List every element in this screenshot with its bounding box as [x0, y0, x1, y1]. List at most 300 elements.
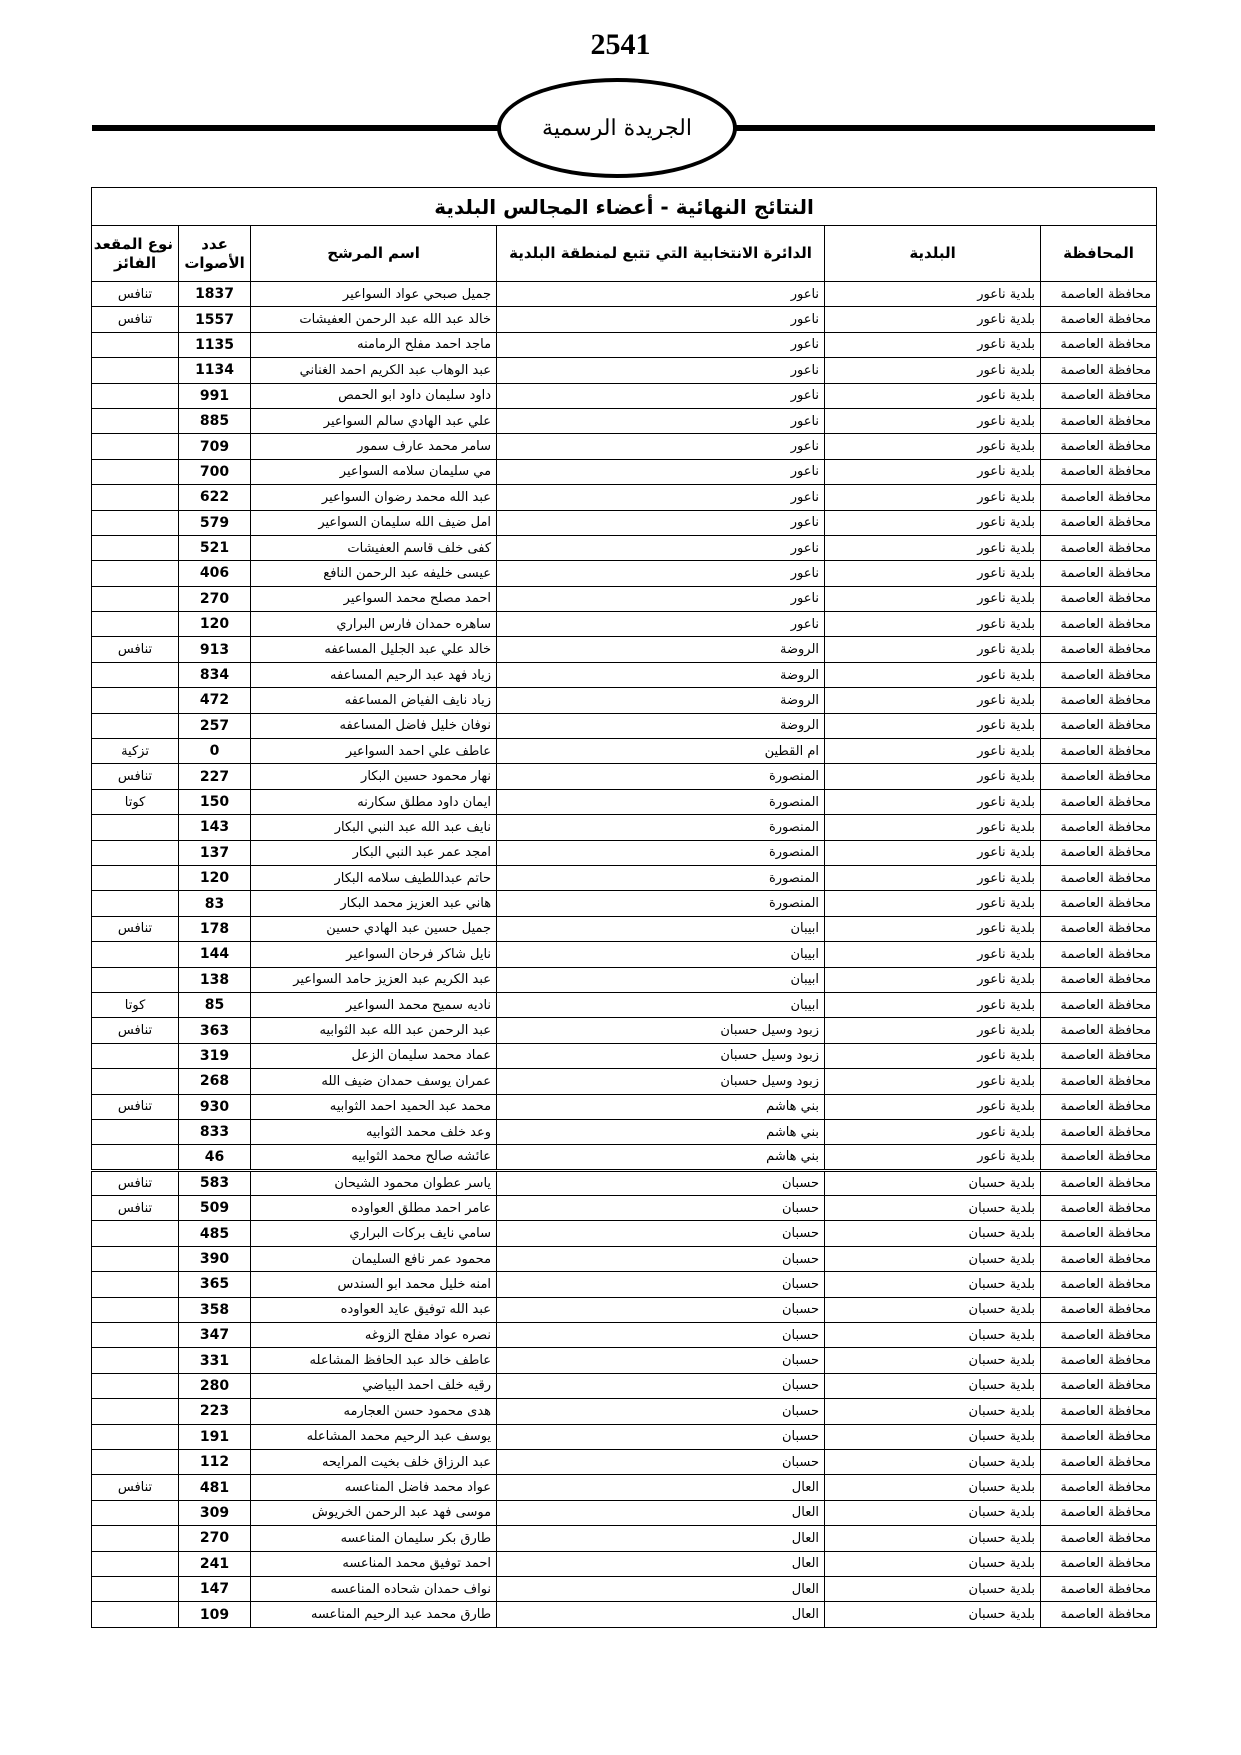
municipality-cell: بلدية حسبان [825, 1323, 1041, 1348]
district-cell: العال [497, 1551, 825, 1576]
votes-cell: 358 [179, 1297, 251, 1322]
governorate-cell: محافظة العاصمة [1041, 1272, 1157, 1297]
seat-type-cell [92, 662, 179, 687]
seat-type-cell [92, 510, 179, 535]
seat-type-cell [92, 1119, 179, 1144]
votes-cell: 579 [179, 510, 251, 535]
table-row [92, 1500, 1157, 1525]
governorate-cell: محافظة العاصمة [1041, 561, 1157, 586]
governorate-cell: محافظة العاصمة [1041, 764, 1157, 789]
district-cell: ابيبان [497, 942, 825, 967]
candidate-cell: ايمان داود مطلق سكارنه [251, 789, 497, 814]
table-row [92, 510, 1157, 535]
table-row [92, 358, 1157, 383]
district-cell: الروضة [497, 637, 825, 662]
municipality-cell: بلدية ناعور [825, 1069, 1041, 1094]
candidate-cell: نايل شاكر فرحان السواعير [251, 942, 497, 967]
district-cell: ام القطين [497, 739, 825, 764]
district-cell: حسبان [497, 1449, 825, 1474]
seat-type-cell: تزكية [92, 739, 179, 764]
table-row [92, 434, 1157, 459]
table-row [92, 967, 1157, 992]
candidate-cell: احمد توفيق محمد المناعسه [251, 1551, 497, 1576]
municipality-cell: بلدية حسبان [825, 1551, 1041, 1576]
table-row [92, 1602, 1157, 1627]
candidate-cell: محمد عبد الحميد احمد الثوابيه [251, 1094, 497, 1119]
seat-type-cell [92, 408, 179, 433]
votes-cell: 885 [179, 408, 251, 433]
table-row [92, 992, 1157, 1017]
candidate-cell: وعد خلف محمد الثوابيه [251, 1119, 497, 1144]
table-header-row [92, 226, 1157, 282]
governorate-cell: محافظة العاصمة [1041, 1424, 1157, 1449]
governorate-cell: محافظة العاصمة [1041, 1323, 1157, 1348]
district-cell: ناعور [497, 383, 825, 408]
candidate-cell: عاطف خالد عبد الحافظ المشاعله [251, 1348, 497, 1373]
municipality-cell: بلدية ناعور [825, 485, 1041, 510]
governorate-cell: محافظة العاصمة [1041, 358, 1157, 383]
candidate-cell: عبد الرزاق خلف بخيت المرايحه [251, 1449, 497, 1474]
table-row [92, 1170, 1157, 1195]
seat-type-cell [92, 1602, 179, 1627]
table-row [92, 332, 1157, 357]
votes-cell: 521 [179, 535, 251, 560]
district-cell: ناعور [497, 535, 825, 560]
candidate-cell: زياد فهد عبد الرحيم المساعفه [251, 662, 497, 687]
governorate-cell: محافظة العاصمة [1041, 1526, 1157, 1551]
seat-type-cell [92, 358, 179, 383]
governorate-cell: محافظة العاصمة [1041, 1449, 1157, 1474]
governorate-cell: محافظة العاصمة [1041, 1399, 1157, 1424]
district-cell: حسبان [497, 1170, 825, 1195]
candidate-cell: رقيه خلف احمد البياضي [251, 1373, 497, 1398]
table-row [92, 1424, 1157, 1449]
municipality-cell: بلدية ناعور [825, 535, 1041, 560]
candidate-cell: عماد محمد سليمان الزعل [251, 1043, 497, 1068]
candidate-cell: عواد محمد فاضل المناعسه [251, 1475, 497, 1500]
governorate-cell: محافظة العاصمة [1041, 383, 1157, 408]
municipality-cell: بلدية ناعور [825, 1018, 1041, 1043]
seat-type-cell: تنافس [92, 1475, 179, 1500]
governorate-cell: محافظة العاصمة [1041, 967, 1157, 992]
municipality-cell: بلدية ناعور [825, 916, 1041, 941]
votes-cell: 0 [179, 739, 251, 764]
district-cell: الروضة [497, 713, 825, 738]
seat-type-cell [92, 840, 179, 865]
votes-cell: 700 [179, 459, 251, 484]
candidate-cell: محمود عمر نافع السليمان [251, 1246, 497, 1271]
candidate-cell: نواف حمدان شحاده المناعسه [251, 1576, 497, 1601]
seat-type-cell [92, 815, 179, 840]
governorate-cell: محافظة العاصمة [1041, 1221, 1157, 1246]
votes-cell: 227 [179, 764, 251, 789]
district-cell: بني هاشم [497, 1119, 825, 1144]
governorate-cell: محافظة العاصمة [1041, 1373, 1157, 1398]
governorate-cell: محافظة العاصمة [1041, 1043, 1157, 1068]
district-cell: ناعور [497, 510, 825, 535]
candidate-cell: هدى محمود حسن العجارمه [251, 1399, 497, 1424]
candidate-cell: ياسر عطوان محمود الشيحان [251, 1170, 497, 1195]
header-votes-line1: عدد [201, 234, 228, 253]
district-cell: ناعور [497, 459, 825, 484]
seat-type-cell: كوتا [92, 992, 179, 1017]
municipality-cell: بلدية ناعور [825, 865, 1041, 890]
municipality-cell: بلدية حسبان [825, 1500, 1041, 1525]
header-municipality: البلدية [825, 226, 1041, 282]
governorate-cell: محافظة العاصمة [1041, 434, 1157, 459]
seat-type-cell [92, 1449, 179, 1474]
table-row [92, 713, 1157, 738]
municipality-cell: بلدية ناعور [825, 662, 1041, 687]
governorate-cell: محافظة العاصمة [1041, 1246, 1157, 1271]
district-cell: حسبان [497, 1221, 825, 1246]
votes-cell: 137 [179, 840, 251, 865]
votes-cell: 85 [179, 992, 251, 1017]
votes-cell: 144 [179, 942, 251, 967]
district-cell: حسبان [497, 1348, 825, 1373]
candidate-cell: ناديه سميح محمد السواعير [251, 992, 497, 1017]
header-seat-line2: الفائز [113, 253, 157, 272]
governorate-cell: محافظة العاصمة [1041, 612, 1157, 637]
governorate-cell: محافظة العاصمة [1041, 332, 1157, 357]
municipality-cell: بلدية ناعور [825, 992, 1041, 1017]
seat-type-cell [92, 485, 179, 510]
municipality-cell: بلدية ناعور [825, 1043, 1041, 1068]
municipality-cell: بلدية ناعور [825, 612, 1041, 637]
table-row [92, 1551, 1157, 1576]
table-row [92, 1399, 1157, 1424]
table-row [92, 1475, 1157, 1500]
seat-type-cell [92, 1297, 179, 1322]
seat-type-cell [92, 459, 179, 484]
seat-type-cell [92, 1221, 179, 1246]
district-cell: حسبان [497, 1399, 825, 1424]
votes-cell: 930 [179, 1094, 251, 1119]
governorate-cell: محافظة العاصمة [1041, 510, 1157, 535]
seat-type-cell [92, 1043, 179, 1068]
votes-cell: 270 [179, 586, 251, 611]
district-cell: المنصورة [497, 789, 825, 814]
governorate-cell: محافظة العاصمة [1041, 282, 1157, 307]
district-cell: ناعور [497, 408, 825, 433]
table-row [92, 789, 1157, 814]
candidate-cell: امجد عمر عبد النبي البكار [251, 840, 497, 865]
municipality-cell: بلدية حسبان [825, 1196, 1041, 1221]
municipality-cell: بلدية ناعور [825, 586, 1041, 611]
table-row [92, 535, 1157, 560]
governorate-cell: محافظة العاصمة [1041, 586, 1157, 611]
governorate-cell: محافظة العاصمة [1041, 1018, 1157, 1043]
governorate-cell: محافظة العاصمة [1041, 1119, 1157, 1144]
seat-type-cell [92, 434, 179, 459]
candidate-cell: امنه خليل محمد ابو السندس [251, 1272, 497, 1297]
candidate-cell: خالد عبد الله عبد الرحمن العفيشات [251, 307, 497, 332]
table-row [92, 739, 1157, 764]
votes-cell: 1837 [179, 282, 251, 307]
district-cell: الروضة [497, 688, 825, 713]
municipality-cell: بلدية ناعور [825, 688, 1041, 713]
candidate-cell: مي سليمان سلامه السواعير [251, 459, 497, 484]
governorate-cell: محافظة العاصمة [1041, 485, 1157, 510]
municipality-cell: بلدية ناعور [825, 739, 1041, 764]
governorate-cell: محافظة العاصمة [1041, 916, 1157, 941]
votes-cell: 347 [179, 1323, 251, 1348]
seat-type-cell [92, 1526, 179, 1551]
district-cell: ناعور [497, 612, 825, 637]
table-row [92, 1196, 1157, 1221]
seat-type-cell [92, 865, 179, 890]
votes-cell: 83 [179, 891, 251, 916]
municipality-cell: بلدية حسبان [825, 1221, 1041, 1246]
municipality-cell: بلدية حسبان [825, 1424, 1041, 1449]
governorate-cell: محافظة العاصمة [1041, 307, 1157, 332]
candidate-cell: طارق محمد عبد الرحيم المناعسه [251, 1602, 497, 1627]
municipality-cell: بلدية ناعور [825, 967, 1041, 992]
candidate-cell: نهار محمود حسين البكار [251, 764, 497, 789]
seat-type-cell: كوتا [92, 789, 179, 814]
district-cell: حسبان [497, 1272, 825, 1297]
votes-cell: 109 [179, 1602, 251, 1627]
seat-type-cell [92, 1145, 179, 1170]
candidate-cell: نوفان خليل فاضل المساعفه [251, 713, 497, 738]
votes-cell: 509 [179, 1196, 251, 1221]
municipality-cell: بلدية ناعور [825, 510, 1041, 535]
governorate-cell: محافظة العاصمة [1041, 688, 1157, 713]
seat-type-cell [92, 891, 179, 916]
governorate-cell: محافظة العاصمة [1041, 815, 1157, 840]
seat-type-cell: تنافس [92, 637, 179, 662]
candidate-cell: جميل حسين عبد الهادي حسين [251, 916, 497, 941]
table-row [92, 282, 1157, 307]
district-cell: ابيبان [497, 967, 825, 992]
district-cell: زبود وسيل حسبان [497, 1069, 825, 1094]
table-row [92, 1297, 1157, 1322]
governorate-cell: محافظة العاصمة [1041, 739, 1157, 764]
votes-cell: 241 [179, 1551, 251, 1576]
seat-type-cell [92, 1348, 179, 1373]
seat-type-cell [92, 1373, 179, 1398]
district-cell: المنصورة [497, 891, 825, 916]
votes-cell: 319 [179, 1043, 251, 1068]
votes-cell: 1557 [179, 307, 251, 332]
seat-type-cell: تنافس [92, 1018, 179, 1043]
candidate-cell: عامر احمد مطلق العواوده [251, 1196, 497, 1221]
candidate-cell: جميل صبحي عواد السواعير [251, 282, 497, 307]
table-row [92, 1145, 1157, 1170]
votes-cell: 913 [179, 637, 251, 662]
candidate-cell: عبد الله توفيق عايد العواوده [251, 1297, 497, 1322]
municipality-cell: بلدية ناعور [825, 434, 1041, 459]
governorate-cell: محافظة العاصمة [1041, 1475, 1157, 1500]
votes-cell: 143 [179, 815, 251, 840]
table-row [92, 840, 1157, 865]
votes-cell: 257 [179, 713, 251, 738]
gazette-name-oval [497, 78, 737, 178]
votes-cell: 270 [179, 1526, 251, 1551]
governorate-cell: محافظة العاصمة [1041, 865, 1157, 890]
table-row [92, 383, 1157, 408]
table-row [92, 764, 1157, 789]
header-governorate: المحافظة [1041, 226, 1157, 282]
votes-cell: 583 [179, 1170, 251, 1195]
candidate-cell: عبد الكريم عبد العزيز حامد السواعير [251, 967, 497, 992]
seat-type-cell [92, 1272, 179, 1297]
table-row [92, 637, 1157, 662]
candidate-cell: سامي نايف بركات البراري [251, 1221, 497, 1246]
candidate-cell: عبد الله محمد رضوان السواعير [251, 485, 497, 510]
table-row [92, 586, 1157, 611]
seat-type-cell [92, 383, 179, 408]
seat-type-cell [92, 561, 179, 586]
seat-type-cell: تنافس [92, 1170, 179, 1195]
candidate-cell: عبد الوهاب عبد الكريم احمد الغناني [251, 358, 497, 383]
table-row [92, 662, 1157, 687]
votes-cell: 138 [179, 967, 251, 992]
candidate-cell: طارق بكر سليمان المناعسه [251, 1526, 497, 1551]
municipality-cell: بلدية ناعور [825, 764, 1041, 789]
municipality-cell: بلدية حسبان [825, 1170, 1041, 1195]
governorate-cell: محافظة العاصمة [1041, 459, 1157, 484]
table-row [92, 307, 1157, 332]
table-body [92, 282, 1157, 1628]
seat-type-cell [92, 1246, 179, 1271]
header-district: الدائرة الانتخابية التي تتبع لمنطقة البلدية [497, 226, 825, 282]
district-cell: ابيبان [497, 992, 825, 1017]
candidate-cell: زياد نايف الفياض المساعفه [251, 688, 497, 713]
candidate-cell: نايف عبد الله عبد النبي البكار [251, 815, 497, 840]
votes-cell: 191 [179, 1424, 251, 1449]
header-votes [179, 226, 251, 282]
seat-type-cell [92, 713, 179, 738]
table-row [92, 1119, 1157, 1144]
table-row [92, 942, 1157, 967]
municipality-cell: بلدية ناعور [825, 1145, 1041, 1170]
governorate-cell: محافظة العاصمة [1041, 662, 1157, 687]
district-cell: المنصورة [497, 865, 825, 890]
district-cell: العال [497, 1526, 825, 1551]
district-cell: ناعور [497, 485, 825, 510]
gazette-name: الجريدة الرسمية [542, 115, 692, 141]
votes-cell: 223 [179, 1399, 251, 1424]
votes-cell: 1135 [179, 332, 251, 357]
district-cell: ناعور [497, 586, 825, 611]
table-row [92, 1526, 1157, 1551]
governorate-cell: محافظة العاصمة [1041, 1297, 1157, 1322]
seat-type-cell: تنافس [92, 1094, 179, 1119]
seat-type-cell [92, 688, 179, 713]
votes-cell: 147 [179, 1576, 251, 1601]
district-cell: العال [497, 1602, 825, 1627]
table-row [92, 1323, 1157, 1348]
table-row [92, 1043, 1157, 1068]
governorate-cell: محافظة العاصمة [1041, 1500, 1157, 1525]
municipality-cell: بلدية حسبان [825, 1399, 1041, 1424]
municipality-cell: بلدية ناعور [825, 358, 1041, 383]
governorate-cell: محافظة العاصمة [1041, 992, 1157, 1017]
header-seat-type [92, 226, 179, 282]
table-title: النتائج النهائية - أعضاء المجالس البلدية [92, 188, 1157, 226]
votes-cell: 622 [179, 485, 251, 510]
governorate-cell: محافظة العاصمة [1041, 1348, 1157, 1373]
governorate-cell: محافظة العاصمة [1041, 1602, 1157, 1627]
municipality-cell: بلدية حسبان [825, 1576, 1041, 1601]
seat-type-cell [92, 612, 179, 637]
governorate-cell: محافظة العاصمة [1041, 1094, 1157, 1119]
candidate-cell: سامر محمد عارف سمور [251, 434, 497, 459]
district-cell: ناعور [497, 332, 825, 357]
votes-cell: 178 [179, 916, 251, 941]
district-cell: العال [497, 1475, 825, 1500]
candidate-cell: عمران يوسف حمدان ضيف الله [251, 1069, 497, 1094]
table-row [92, 1373, 1157, 1398]
governorate-cell: محافظة العاصمة [1041, 840, 1157, 865]
municipality-cell: بلدية حسبان [825, 1526, 1041, 1551]
district-cell: حسبان [497, 1297, 825, 1322]
candidate-cell: كفى خلف قاسم العفيشات [251, 535, 497, 560]
district-cell: حسبان [497, 1424, 825, 1449]
municipality-cell: بلدية ناعور [825, 282, 1041, 307]
seat-type-cell [92, 332, 179, 357]
candidate-cell: ماجد احمد مفلح الرمامنه [251, 332, 497, 357]
municipality-cell: بلدية حسبان [825, 1449, 1041, 1474]
municipality-cell: بلدية حسبان [825, 1246, 1041, 1271]
district-cell: ناعور [497, 282, 825, 307]
governorate-cell: محافظة العاصمة [1041, 535, 1157, 560]
municipality-cell: بلدية ناعور [825, 789, 1041, 814]
votes-cell: 472 [179, 688, 251, 713]
votes-cell: 390 [179, 1246, 251, 1271]
seat-type-cell [92, 586, 179, 611]
candidate-cell: خالد علي عبد الجليل المساعفه [251, 637, 497, 662]
seat-type-cell [92, 967, 179, 992]
municipality-cell: بلدية حسبان [825, 1373, 1041, 1398]
district-cell: زبود وسيل حسبان [497, 1043, 825, 1068]
header-seat-line1: نوع المقعد [93, 234, 174, 253]
municipality-cell: بلدية حسبان [825, 1272, 1041, 1297]
seat-type-cell [92, 942, 179, 967]
votes-cell: 833 [179, 1119, 251, 1144]
district-cell: ناعور [497, 358, 825, 383]
candidate-cell: يوسف عبد الرحيم محمد المشاعله [251, 1424, 497, 1449]
votes-cell: 309 [179, 1500, 251, 1525]
header-rule-right [735, 125, 1155, 131]
district-cell: المنصورة [497, 815, 825, 840]
candidate-cell: عاطف علي احمد السواعير [251, 739, 497, 764]
candidate-cell: هاني عبد العزيز محمد البكار [251, 891, 497, 916]
candidate-cell: علي عبد الهادي سالم السواعير [251, 408, 497, 433]
votes-cell: 1134 [179, 358, 251, 383]
votes-cell: 834 [179, 662, 251, 687]
district-cell: المنصورة [497, 840, 825, 865]
table-row [92, 1272, 1157, 1297]
municipality-cell: بلدية ناعور [825, 815, 1041, 840]
votes-cell: 991 [179, 383, 251, 408]
governorate-cell: محافظة العاصمة [1041, 1196, 1157, 1221]
candidate-cell: موسى فهد عبد الرحمن الخريوش [251, 1500, 497, 1525]
seat-type-cell [92, 1399, 179, 1424]
seat-type-cell [92, 1551, 179, 1576]
municipality-cell: بلدية حسبان [825, 1602, 1041, 1627]
table-row [92, 485, 1157, 510]
table-row [92, 891, 1157, 916]
votes-cell: 406 [179, 561, 251, 586]
seat-type-cell [92, 535, 179, 560]
municipality-cell: بلدية ناعور [825, 942, 1041, 967]
table-row [92, 1069, 1157, 1094]
district-cell: ابيبان [497, 916, 825, 941]
votes-cell: 363 [179, 1018, 251, 1043]
municipality-cell: بلدية حسبان [825, 1475, 1041, 1500]
